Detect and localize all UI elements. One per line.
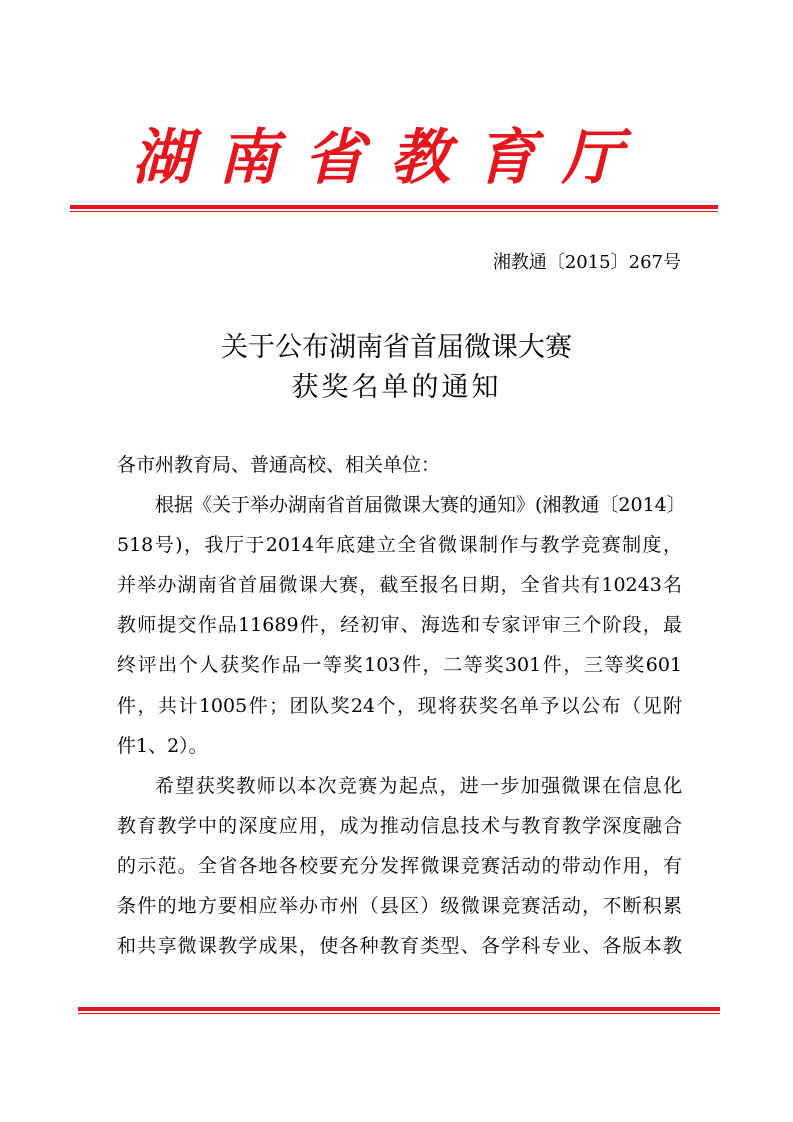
paragraph-1-line-3: 并举办湖南省首届微课大赛，截至报名日期，全省共有10243名 [117,574,682,596]
paragraph-1-line-2: 518号)，我厅于2014年底建立全省微课制作与教学竞赛制度， [117,534,682,556]
paragraph-1-line-6: 件，共计1005件；团队奖24个，现将获奖名单予以公布（见附 [117,695,682,717]
paragraph-1-line-5: 终评出个人获奖作品一等奖103件，二等奖301件，三等奖601 [117,654,682,676]
footer-divider [78,1007,720,1014]
document-title-line-2: 获奖名单的通知 [291,372,502,403]
letterhead-divider-top [70,205,718,212]
paragraph-2-line-5: 和共享微课教学成果，使各种教育类型、各学科专业、各版本教 [117,935,682,957]
document-number: 湘教通〔2015〕267号 [492,252,681,273]
paragraph-1-line-1: 根据《关于举办湖南省首届微课大赛的通知》(湘教通〔2014〕 [155,494,686,516]
paragraph-2-line-1: 希望获奖教师以本次竞赛为起点，进一步加强微课在信息化 [155,775,682,797]
salutation: 各市州教育局、普通高校、相关单位： [117,454,441,476]
letterhead-org-name: 湖南省教育厅 [132,123,648,193]
paragraph-2-line-4: 条件的地方要相应举办市州（县区）级微课竞赛活动，不断积累 [117,895,682,917]
paragraph-1-line-7: 件1、2）。 [117,735,208,757]
paragraph-2-line-3: 的示范。全省各地各校要充分发挥微课竞赛活动的带动作用，有 [117,855,682,877]
document-title-line-1: 关于公布湖南省首届微课大赛 [221,332,572,363]
paragraph-2-line-2: 教育教学中的深度应用，成为推动信息技术与教育教学深度融合 [117,815,682,837]
paragraph-1-line-4: 教师提交作品11689件，经初审、海选和专家评审三个阶段，最 [117,614,682,636]
